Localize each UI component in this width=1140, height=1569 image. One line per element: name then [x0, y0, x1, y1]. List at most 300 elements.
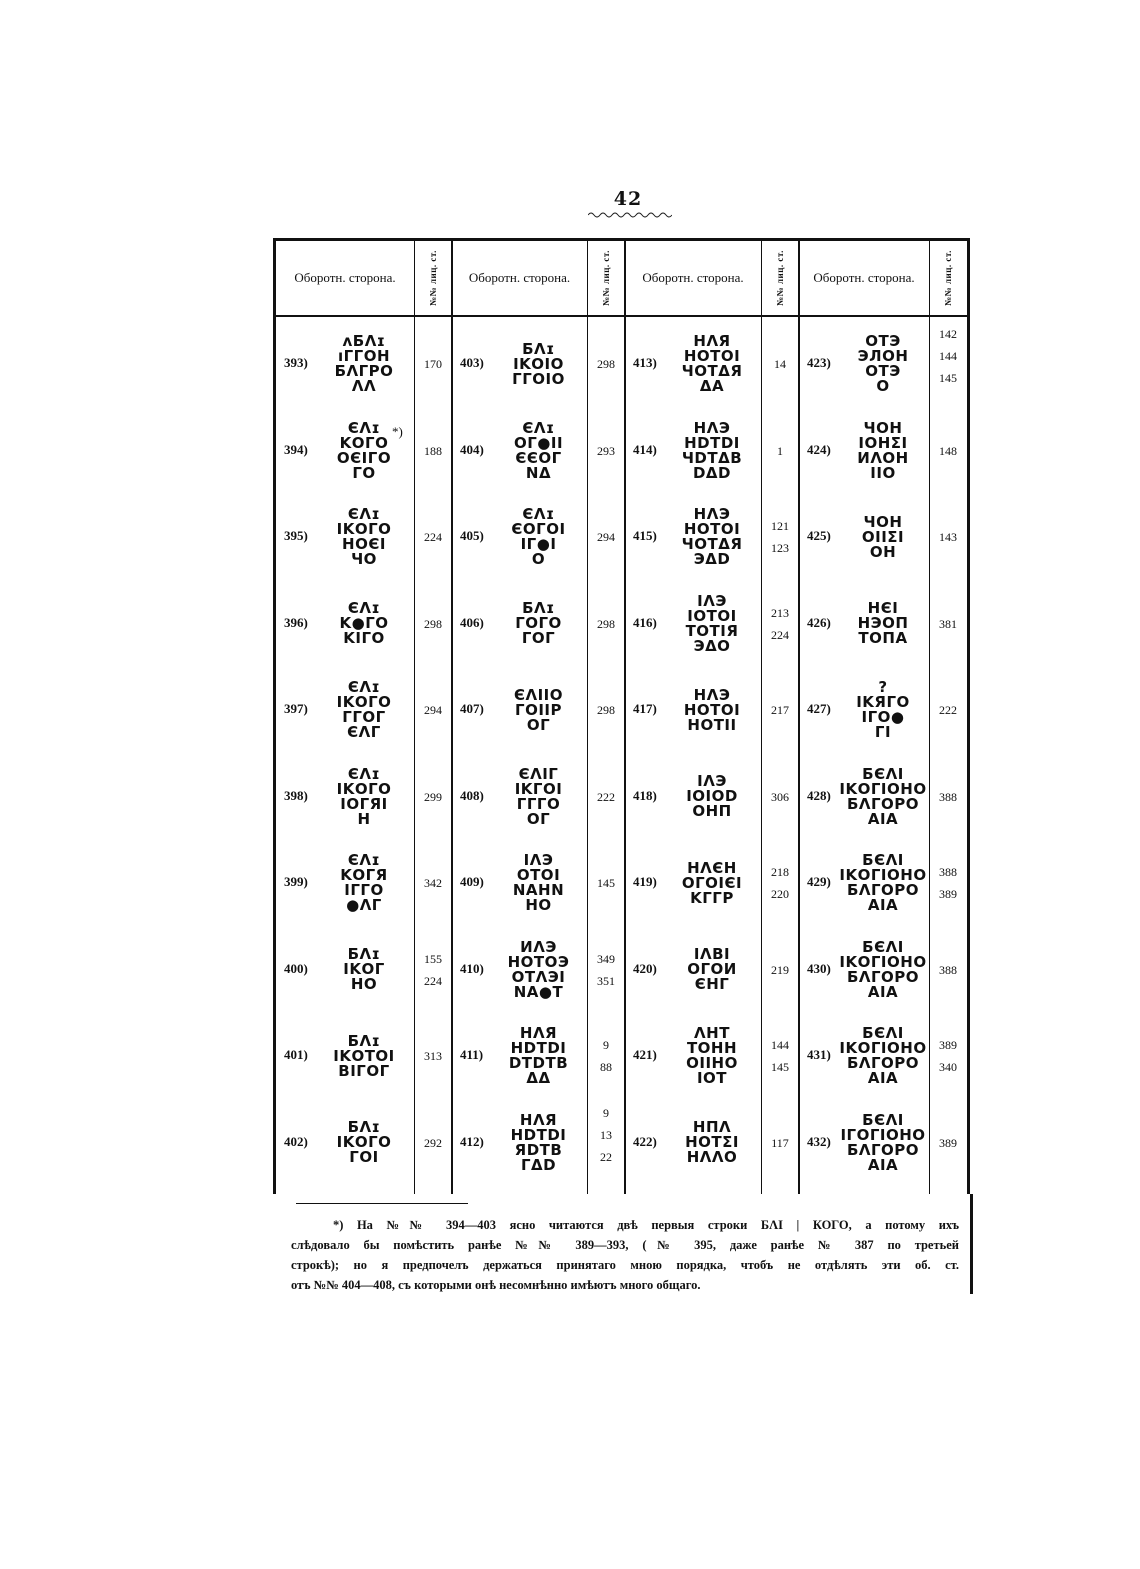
entry-number: 400) — [284, 960, 308, 976]
reference-number: 142 — [939, 327, 957, 341]
inscription-line: ΙΚОГΙОНО — [839, 866, 927, 884]
reference-number: 224 — [424, 973, 442, 988]
reference-numbers — [587, 408, 625, 494]
inscription-line: ЧОН — [863, 418, 903, 437]
inscription-line: ОГ — [526, 715, 551, 734]
coin-inscription — [318, 1013, 410, 1099]
coin-inscription — [318, 494, 410, 580]
inscription-line: ЧОТΔЯ — [681, 362, 743, 380]
entry-number: 424) — [807, 441, 831, 457]
reference-number: 145 — [939, 371, 957, 385]
coin-inscription — [841, 494, 925, 580]
inscription-line: ΗΛΛΟ — [686, 1148, 738, 1166]
coin-inscription — [494, 581, 583, 667]
inscription-line: ЄΗГ — [694, 975, 730, 993]
reference-number: 381 — [939, 616, 957, 631]
inscription-line: ГОΙΙΡ — [515, 700, 562, 719]
coin-inscription — [318, 321, 410, 407]
inscription-line: ΤОΤΙЯ — [685, 621, 739, 640]
reference-number: 121 — [771, 519, 789, 533]
column-header: Оборотн. сторона. — [642, 270, 744, 285]
coin-entry — [276, 840, 452, 926]
inscription-line: ΓΔD — [520, 1155, 557, 1174]
reference-number: 388 — [939, 865, 957, 879]
coin-entry — [276, 927, 452, 1013]
inscription-line: ОТЭ — [865, 332, 901, 350]
reference-numbers — [761, 494, 799, 580]
footnote-line: *) На №№ 394—403 ясно читаются двѣ первыя строки БΛΙ | КОГО, а потому ихъ — [333, 1218, 959, 1232]
page-number: 42 — [613, 188, 643, 210]
inscription-line: ГОГ — [521, 629, 556, 647]
reference-number: 123 — [771, 541, 789, 555]
inscription-line: ΚΟГΟ — [339, 433, 389, 452]
inscription-line: ЄЄΟΓ — [515, 448, 562, 467]
reference-numbers — [761, 927, 799, 1013]
inscription-line: ЄΛΙΙΟ — [513, 685, 564, 704]
inscription-line: БЄΛΙ — [862, 764, 904, 783]
reference-number: 145 — [771, 1060, 789, 1074]
coin-entry — [452, 1100, 625, 1186]
entry-number: 414) — [633, 441, 657, 457]
inscription-line: ΓΙ — [874, 723, 892, 741]
reference-number: 349 — [597, 951, 615, 966]
reference-number: 342 — [424, 876, 442, 890]
inscription-line: ОТОΙ — [516, 866, 561, 884]
inscription-line: ΙΟΤ — [696, 1069, 728, 1087]
entry-number: 413) — [633, 355, 657, 370]
reference-numbers — [929, 927, 967, 1013]
inscription-line: ΙΚОГΙОНО — [839, 952, 927, 971]
inscription-line: ΙΚΟГΟ — [336, 520, 392, 538]
inscription-line: ΓГΟГ — [342, 708, 386, 726]
inscription-line: БΛɪ — [522, 599, 555, 617]
inscription-line: ΙГГО — [344, 881, 384, 899]
coin-inscription — [318, 754, 410, 840]
inscription-line: Κ●ГΟ — [339, 614, 389, 632]
inscription-line: ΚΟГЯ — [340, 866, 388, 884]
entry-number: 410) — [460, 960, 484, 976]
reference-number: 144 — [771, 1038, 789, 1052]
inscription-line: БΛɪ — [347, 1031, 381, 1050]
entry-number: 416) — [633, 614, 657, 630]
inscription-line: ΑΙΑ — [867, 1069, 899, 1087]
inscription-line: ΙΟΙΟD — [686, 787, 738, 805]
coin-inscription — [667, 581, 757, 667]
inscription-line: ΝΑΗΝ — [512, 881, 565, 899]
entry-number: 412) — [460, 1133, 484, 1149]
reference-numbers — [414, 840, 452, 926]
footnote-line: отъ №№ 404—408, съ которыми онѣ несомнѣнно имѣютъ много общаго. — [291, 1278, 701, 1292]
entry-number: 398) — [284, 787, 308, 803]
entry-number: 393) — [284, 355, 308, 370]
coin-entry — [452, 754, 625, 840]
coin-entry — [452, 927, 625, 1013]
reference-numbers — [761, 408, 799, 494]
coin-inscription — [667, 1100, 757, 1186]
reference-numbers — [761, 1100, 799, 1186]
reference-number: 144 — [939, 349, 957, 363]
inscription-line: ЄΛɪ — [347, 599, 381, 617]
coin-inscription — [667, 927, 757, 1013]
coin-inscription — [318, 581, 410, 667]
inscription-line: ΗΛЄΗ — [687, 858, 737, 877]
inscription-line: БЄΛΙ — [862, 937, 904, 956]
inscription-line: НОЄΙ — [342, 535, 386, 553]
inscription-line: ΗО — [350, 975, 378, 993]
inscription-line: ΙΛЭ — [697, 591, 727, 610]
reference-number: 294 — [597, 530, 615, 544]
inscription-line: ЭΔD — [693, 550, 731, 568]
coin-inscription — [667, 1013, 757, 1099]
inscription-line: ΙΛЭ — [697, 772, 727, 790]
coin-entry — [625, 581, 799, 667]
entry-number: 418) — [633, 787, 657, 803]
reference-number: 294 — [424, 703, 442, 717]
coin-entry — [452, 667, 625, 753]
inscription-line: ОΙΙΣΙ — [861, 527, 905, 546]
coin-inscription — [667, 408, 757, 494]
entry-number: 426) — [807, 614, 831, 630]
footnote-line: строкѣ); но я предпочелъ держаться принятаго мною порядка, чтобъ не отдѣлять эти об. ст. — [291, 1258, 959, 1272]
reference-number: 388 — [939, 789, 957, 804]
coin-inscription — [667, 667, 757, 753]
reference-numbers — [587, 667, 625, 753]
inscription-line: ΤΟΠΑ — [858, 629, 908, 647]
inscription-line: ΑΙΑ — [867, 896, 899, 914]
coin-table — [273, 238, 970, 1194]
inscription-line: ΙΟГЯΙ — [340, 794, 388, 813]
entry-number: 397) — [284, 701, 308, 716]
inscription-line: ГΓГО — [516, 794, 561, 813]
reference-numbers — [414, 494, 452, 580]
reference-number: 299 — [424, 789, 442, 804]
entry-number: 401) — [284, 1047, 308, 1062]
reference-numbers — [587, 754, 625, 840]
inscription-line: ΙΚЯГО — [856, 693, 910, 711]
inscription-line: БΛГΟΡΟ — [846, 967, 920, 986]
inscription-line: ИΛЭ — [520, 937, 557, 956]
reference-numbers — [929, 667, 967, 753]
inscription-line: ΗΟ — [525, 896, 552, 914]
wavy-ornament — [588, 209, 672, 219]
reference-numbers — [587, 321, 625, 407]
coin-entry — [799, 494, 967, 580]
reference-number: 313 — [424, 1049, 442, 1063]
inscription-line: ОЄΙГО — [336, 448, 392, 467]
inscription-line: ЄΛΙΓ — [518, 764, 559, 783]
coin-entry — [625, 408, 799, 494]
inscription-line: ИΛОН — [857, 448, 909, 467]
reference-number: 292 — [424, 1135, 442, 1150]
reference-number: 148 — [939, 443, 957, 458]
inscription-line: ΟΙΙΗΟ — [686, 1054, 738, 1072]
coin-inscription — [841, 754, 925, 840]
reference-numbers — [587, 494, 625, 580]
coin-entry — [276, 494, 452, 580]
inscription-line: ΓГΟΙΟ — [512, 369, 565, 388]
coin-inscription — [841, 840, 925, 926]
reference-number: 219 — [771, 962, 789, 977]
inscription-line: ОΓ — [526, 809, 551, 828]
coin-inscription — [841, 927, 925, 1013]
reference-numbers — [761, 754, 799, 840]
header-rule — [276, 315, 967, 317]
coin-entry — [276, 581, 452, 667]
inscription-line: ΗЄΙ — [867, 599, 899, 617]
inscription-line: ЄΛɪ — [522, 418, 555, 437]
inscription-line: ΗЭОП — [857, 614, 909, 632]
reference-numbers — [761, 667, 799, 753]
entry-number: 406) — [460, 614, 484, 630]
inscription-line: ОГ●ΙΙ — [513, 433, 564, 452]
inscription-line: О — [531, 550, 546, 568]
inscription-line: ΗΛЭ — [693, 418, 731, 437]
entry-number: 396) — [284, 614, 308, 630]
inscription-line: ΚΙГО — [343, 629, 385, 647]
inscription-line: БЄΛΙ — [862, 1024, 904, 1042]
reference-numbers — [414, 321, 452, 407]
coin-entry — [799, 667, 967, 753]
entry-number: 399) — [284, 874, 308, 889]
inscription-line: ΑΙΑ — [867, 982, 899, 1001]
reference-number: 218 — [771, 865, 789, 879]
coin-inscription — [494, 321, 583, 407]
inscription-line: ΑΙΑ — [867, 809, 899, 828]
entry-number: 394) — [284, 441, 308, 457]
ref-column-header: №№ лиц. ст. — [775, 250, 785, 306]
inscription-line: DΤDΤΒ — [508, 1054, 569, 1072]
reference-number: 217 — [771, 703, 789, 717]
entry-number: 425) — [807, 528, 831, 543]
coin-entry — [276, 1013, 452, 1099]
reference-numbers — [761, 840, 799, 926]
column-header: Оборотн. сторона. — [468, 270, 571, 285]
inscription-line: ΙΓОГΙОНО — [840, 1125, 926, 1144]
coin-entry — [452, 494, 625, 580]
inscription-line: ЄΛɪ — [347, 764, 381, 783]
reference-number: 351 — [597, 973, 615, 988]
reference-numbers — [414, 927, 452, 1013]
inscription-line: ОГОΙЄΙ — [681, 873, 743, 892]
coin-inscription — [494, 494, 583, 580]
coin-entry — [452, 408, 625, 494]
reference-numbers — [587, 1092, 625, 1178]
inscription-line: ЭΔО — [693, 636, 731, 655]
reference-number: 224 — [424, 530, 442, 544]
coin-inscription — [494, 840, 583, 926]
inscription-line: ЄΛɪ — [522, 505, 555, 523]
footnote-rule — [296, 1203, 468, 1204]
entry-number: 405) — [460, 528, 484, 543]
coin-inscription — [667, 840, 757, 926]
reference-numbers — [929, 494, 967, 580]
inscription-line: ЭЛОН — [857, 347, 909, 365]
entry-number: 423) — [807, 355, 831, 370]
inscription-line: ΙΟΗΣΙ — [858, 433, 908, 452]
coin-entry — [276, 754, 452, 840]
reference-numbers — [761, 1013, 799, 1099]
coin-entry — [799, 321, 967, 407]
reference-number: 222 — [939, 703, 957, 717]
inscription-line: БΛГΟΡΟ — [846, 881, 920, 899]
coin-inscription — [667, 494, 757, 580]
coin-entry — [276, 667, 452, 753]
entry-number: 419) — [633, 874, 657, 889]
entry-number: 411) — [460, 1047, 484, 1062]
inscription-line: ΗΛЯ — [519, 1024, 558, 1042]
reference-number: 14 — [774, 357, 786, 371]
inscription-line: ΙΚΟГΟ — [336, 693, 392, 711]
coin-inscription — [494, 408, 583, 494]
inscription-line: Η — [357, 809, 371, 828]
coin-entry — [625, 667, 799, 753]
reference-number: 388 — [939, 962, 957, 977]
coin-inscription — [841, 667, 925, 753]
reference-number: 213 — [771, 605, 789, 620]
inscription-line: ΗОТΙΙ — [687, 715, 737, 734]
coin-entry — [799, 408, 967, 494]
column-header: Оборотн. сторона. — [294, 270, 396, 285]
reference-numbers — [929, 1013, 967, 1099]
reference-number: 145 — [597, 876, 615, 890]
inscription-line: ΝΔ — [525, 463, 552, 482]
reference-number: 389 — [939, 887, 957, 901]
reference-number: 224 — [771, 627, 789, 642]
inscription-line: ЧО — [351, 550, 377, 568]
coin-inscription — [318, 927, 410, 1013]
inscription-line: ΗΟΤΣΙ — [685, 1133, 739, 1151]
inscription-line: ΙΚΟГΙОНО — [839, 1039, 927, 1057]
ref-column-header: №№ лиц. ст. — [601, 250, 611, 306]
inscription-line: ΗΟΤΟΙ — [683, 700, 741, 719]
coin-inscription — [318, 408, 410, 494]
entry-number: 402) — [284, 1133, 308, 1149]
coin-entry — [452, 1013, 625, 1099]
inscription-line: ΗΛЭ — [693, 505, 731, 523]
inscription-line: ΗDΤDΙ — [510, 1039, 567, 1057]
coin-entry — [625, 840, 799, 926]
inscription-line: ЄΛГ — [347, 723, 381, 741]
reference-numbers — [587, 1013, 625, 1099]
inscription-line: ЄΛɪ — [347, 505, 381, 523]
reference-numbers — [587, 927, 625, 1013]
reference-number: 9 — [603, 1038, 609, 1052]
inscription-line: ıГГОН — [337, 347, 391, 365]
entry-number: 403) — [460, 355, 484, 370]
coin-entry — [625, 1013, 799, 1099]
coin-inscription — [841, 1100, 925, 1186]
inscription-line: ΑΙΑ — [867, 1155, 899, 1174]
inscription-line: ОΗ — [869, 542, 897, 561]
reference-number: 117 — [771, 1135, 789, 1150]
entry-number: 409) — [460, 874, 484, 889]
inscription-line: ΝΑ●Τ — [513, 982, 564, 1001]
inscription-line: ΓΟΙ — [349, 1148, 379, 1166]
coin-entry — [625, 321, 799, 407]
entry-number: 422) — [633, 1133, 657, 1149]
inscription-line: ЧОТΔЯ — [681, 535, 743, 553]
coin-inscription — [494, 1013, 583, 1099]
inscription-line: ΗΠΛ — [692, 1118, 732, 1136]
reference-number: 298 — [597, 616, 615, 631]
coin-inscription — [667, 321, 757, 407]
reference-numbers — [587, 840, 625, 926]
inscription-line: ΙΚΓΟΙ — [514, 779, 563, 798]
inscription-line: ΛΛ — [351, 377, 377, 395]
entry-number: 417) — [633, 701, 657, 716]
coin-inscription — [841, 321, 925, 407]
reference-numbers — [414, 1100, 452, 1186]
reference-numbers — [414, 1013, 452, 1099]
inscription-line: ΗΛЭ — [693, 685, 731, 704]
inscription-line: О — [876, 377, 890, 395]
inscription-line: ЧDΤΔВ — [681, 448, 743, 467]
inscription-line: ΗΟΤΟΙ — [683, 347, 741, 365]
inscription-line: ЄОГΟΙ — [511, 520, 566, 538]
reference-number: 170 — [424, 357, 442, 371]
coin-entry — [276, 321, 452, 407]
inscription-line: ʌБΛɪ — [342, 332, 386, 350]
coin-inscription — [494, 667, 583, 753]
coin-entry — [799, 1100, 967, 1186]
reference-number: 155 — [424, 951, 442, 966]
inscription-line: ΗDΤDΙ — [684, 433, 740, 452]
inscription-line: ΛΗΤ — [694, 1024, 730, 1042]
entry-number: 429) — [807, 874, 831, 889]
footnote-line: слѣдовало бы помѣстить ранѣе №№ 389—393, (№ 395, даже ранѣе № 387 по третьей — [291, 1238, 959, 1252]
reference-number: 298 — [424, 616, 442, 631]
reference-numbers — [929, 754, 967, 840]
inscription-line: БΛГРО — [334, 362, 394, 380]
inscription-line: ΗОТОΙ — [683, 520, 741, 538]
reference-numbers — [929, 408, 967, 494]
inscription-line: ΙΚΟГΟ — [336, 1133, 392, 1151]
reference-number: 143 — [939, 530, 957, 544]
coin-inscription — [494, 1100, 583, 1186]
coin-inscription — [841, 408, 925, 494]
inscription-line: ГОГО — [515, 614, 562, 632]
footnote-marker: *) — [392, 423, 403, 439]
entry-number: 404) — [460, 441, 484, 457]
inscription-line: ? — [878, 678, 888, 696]
inscription-line: ЯDΤΒ — [514, 1140, 563, 1159]
reference-numbers — [414, 581, 452, 667]
entry-number: 432) — [807, 1133, 831, 1149]
coin-entry — [799, 754, 967, 840]
reference-numbers — [414, 667, 452, 753]
inscription-line: ΤΟΗΗ — [686, 1039, 738, 1057]
inscription-line: ОГОИ — [687, 960, 737, 978]
inscription-line: ΙГ●Ι — [520, 535, 557, 553]
entry-number: 431) — [807, 1047, 831, 1062]
coin-inscription — [318, 1100, 410, 1186]
inscription-line: ΒΙГОГ — [338, 1061, 390, 1080]
entry-number: 427) — [807, 701, 831, 716]
reference-number: 220 — [771, 887, 789, 901]
coin-entry — [276, 408, 452, 494]
inscription-line: DΔD — [692, 463, 731, 482]
inscription-line: ΙΚОГΙОНО — [839, 779, 927, 798]
reference-numbers — [587, 581, 625, 667]
ref-column-header: №№ лиц. ст. — [428, 250, 438, 306]
reference-number: 306 — [771, 789, 789, 804]
reference-number: 298 — [597, 703, 615, 717]
reference-number: 1 — [777, 443, 783, 458]
coin-entry — [799, 927, 967, 1013]
inscription-line: ΙΛΒΙ — [693, 945, 731, 963]
coin-inscription — [667, 754, 757, 840]
inscription-line: БΛГΟΡΟ — [846, 794, 920, 813]
